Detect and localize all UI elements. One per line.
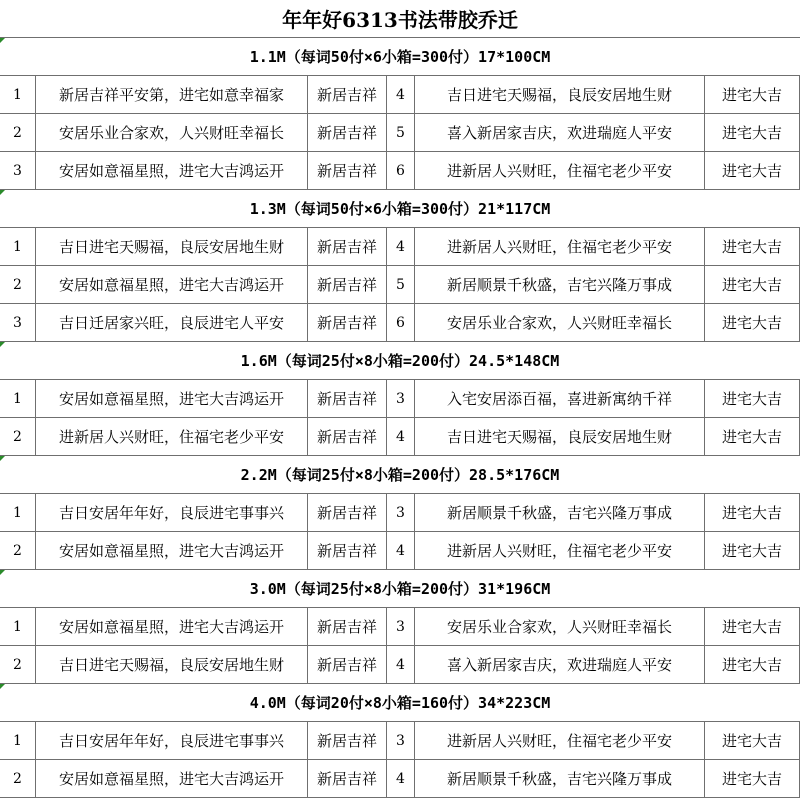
row-number-left[interactable]: 1	[13, 504, 22, 521]
row-number-left[interactable]: 3	[13, 162, 22, 179]
couplet-right[interactable]: 进新居人兴财旺，住福宅老少平安	[414, 722, 704, 759]
row-number-right[interactable]: 4	[386, 76, 414, 113]
horizontal-scroll-right[interactable]: 进宅大吉	[704, 722, 800, 759]
couplet-left[interactable]: 吉日迁居家兴旺，良辰进宅人平安	[35, 304, 307, 341]
table-row	[0, 494, 800, 532]
row-number-right[interactable]: 4	[386, 646, 414, 683]
couplet-left[interactable]: 安居乐业合家欢，人兴财旺幸福长	[35, 114, 307, 151]
couplet-left[interactable]: 安居如意福星照，进宅大吉鸿运开	[35, 380, 307, 417]
row-number-right[interactable]: 6	[386, 304, 414, 341]
row-number-left[interactable]: 1	[13, 618, 22, 635]
row-number-left[interactable]: 1	[13, 86, 22, 103]
couplet-right[interactable]: 新居顺景千秋盛，吉宅兴隆万事成	[414, 760, 704, 797]
row-number-right[interactable]: 6	[386, 152, 414, 189]
row-number-right[interactable]: 5	[386, 114, 414, 151]
row-number-left[interactable]: 1	[13, 390, 22, 407]
section-header: 1.6M（每词25付×8小箱=200付）24.5*148CM	[0, 342, 800, 380]
section-header: 1.3M（每词50付×6小箱=300付）21*117CM	[0, 190, 800, 228]
horizontal-scroll-right[interactable]: 进宅大吉	[704, 646, 800, 683]
row-number-left[interactable]: 2	[13, 656, 22, 673]
couplet-right[interactable]: 进新居人兴财旺，住福宅老少平安	[414, 152, 704, 189]
table-row	[0, 76, 800, 114]
horizontal-scroll-left[interactable]: 新居吉祥	[307, 76, 386, 113]
row-number-right[interactable]: 4	[386, 228, 414, 265]
couplet-right[interactable]: 新居顺景千秋盛，吉宅兴隆万事成	[414, 494, 704, 531]
horizontal-scroll-left[interactable]: 新居吉祥	[307, 114, 386, 151]
row-number-right[interactable]: 3	[386, 722, 414, 759]
row-number-left[interactable]: 1	[13, 238, 22, 255]
horizontal-scroll-right[interactable]: 进宅大吉	[704, 114, 800, 151]
table-row	[0, 228, 800, 266]
sheet-title: 年年好6313书法带胶乔迁	[0, 0, 800, 38]
row-number-left[interactable]: 2	[13, 770, 22, 787]
row-number-right[interactable]: 4	[386, 418, 414, 455]
row-number-right[interactable]: 5	[386, 266, 414, 303]
section-header: 1.1M（每词50付×6小箱=300付）17*100CM	[0, 38, 800, 76]
couplet-left[interactable]: 吉日进宅天赐福，良辰安居地生财	[35, 228, 307, 265]
couplet-left[interactable]: 安居如意福星照，进宅大吉鸿运开	[35, 266, 307, 303]
horizontal-scroll-left[interactable]: 新居吉祥	[307, 646, 386, 683]
row-number-left[interactable]: 1	[13, 732, 22, 749]
table-row	[0, 722, 800, 760]
horizontal-scroll-right[interactable]: 进宅大吉	[704, 532, 800, 569]
horizontal-scroll-left[interactable]: 新居吉祥	[307, 532, 386, 569]
row-number-left[interactable]: 2	[13, 428, 22, 445]
couplet-left[interactable]: 安居如意福星照，进宅大吉鸿运开	[35, 760, 307, 797]
horizontal-scroll-left[interactable]: 新居吉祥	[307, 228, 386, 265]
horizontal-scroll-right[interactable]: 进宅大吉	[704, 380, 800, 417]
couplet-left[interactable]: 安居如意福星照，进宅大吉鸿运开	[35, 532, 307, 569]
horizontal-scroll-right[interactable]: 进宅大吉	[704, 760, 800, 797]
row-number-left[interactable]: 2	[13, 542, 22, 559]
horizontal-scroll-right[interactable]: 进宅大吉	[704, 76, 800, 113]
couplet-right[interactable]: 吉日进宅天赐福，良辰安居地生财	[414, 76, 704, 113]
couplet-right[interactable]: 喜入新居家吉庆，欢进瑞庭人平安	[414, 114, 704, 151]
horizontal-scroll-right[interactable]: 进宅大吉	[704, 608, 800, 645]
couplet-right[interactable]: 进新居人兴财旺，住福宅老少平安	[414, 532, 704, 569]
couplet-right[interactable]: 新居顺景千秋盛，吉宅兴隆万事成	[414, 266, 704, 303]
table-row	[0, 646, 800, 684]
horizontal-scroll-left[interactable]: 新居吉祥	[307, 418, 386, 455]
couplet-right[interactable]: 安居乐业合家欢，人兴财旺幸福长	[414, 304, 704, 341]
table-row	[0, 608, 800, 646]
couplet-right[interactable]: 入宅安居添百福，喜进新寓纳千祥	[414, 380, 704, 417]
couplet-left[interactable]: 吉日安居年年好，良辰进宅事事兴	[35, 494, 307, 531]
row-number-right[interactable]: 4	[386, 532, 414, 569]
horizontal-scroll-right[interactable]: 进宅大吉	[704, 304, 800, 341]
table-row	[0, 114, 800, 152]
table-row	[0, 418, 800, 456]
couplet-left[interactable]: 新居吉祥平安第，进宅如意幸福家	[35, 76, 307, 113]
row-number-right[interactable]: 3	[386, 380, 414, 417]
table-row	[0, 152, 800, 190]
table-row	[0, 380, 800, 418]
section-header: 3.0M（每词25付×8小箱=200付）31*196CM	[0, 570, 800, 608]
couplet-right[interactable]: 喜入新居家吉庆，欢进瑞庭人平安	[414, 646, 704, 683]
couplet-left[interactable]: 安居如意福星照，进宅大吉鸿运开	[35, 152, 307, 189]
horizontal-scroll-left[interactable]: 新居吉祥	[307, 266, 386, 303]
couplet-left[interactable]: 进新居人兴财旺，住福宅老少平安	[35, 418, 307, 455]
row-number-left[interactable]: 3	[13, 314, 22, 331]
horizontal-scroll-right[interactable]: 进宅大吉	[704, 228, 800, 265]
table-row	[0, 760, 800, 798]
couplet-left[interactable]: 安居如意福星照，进宅大吉鸿运开	[35, 608, 307, 645]
horizontal-scroll-right[interactable]: 进宅大吉	[704, 266, 800, 303]
row-number-left[interactable]: 2	[13, 276, 22, 293]
horizontal-scroll-right[interactable]: 进宅大吉	[704, 418, 800, 455]
horizontal-scroll-left[interactable]: 新居吉祥	[307, 304, 386, 341]
couplet-left[interactable]: 吉日进宅天赐福，良辰安居地生财	[35, 646, 307, 683]
couplet-right[interactable]: 安居乐业合家欢，人兴财旺幸福长	[414, 608, 704, 645]
horizontal-scroll-right[interactable]: 进宅大吉	[704, 152, 800, 189]
horizontal-scroll-left[interactable]: 新居吉祥	[307, 608, 386, 645]
section-header: 2.2M（每词25付×8小箱=200付）28.5*176CM	[0, 456, 800, 494]
couplet-right[interactable]: 吉日进宅天赐福，良辰安居地生财	[414, 418, 704, 455]
row-number-left[interactable]: 2	[13, 124, 22, 141]
section-header: 4.0M（每词20付×8小箱=160付）34*223CM	[0, 684, 800, 722]
couplet-right[interactable]: 进新居人兴财旺，住福宅老少平安	[414, 228, 704, 265]
row-number-right[interactable]: 3	[386, 608, 414, 645]
row-number-right[interactable]: 3	[386, 494, 414, 531]
horizontal-scroll-left[interactable]: 新居吉祥	[307, 152, 386, 189]
table-row	[0, 304, 800, 342]
horizontal-scroll-left[interactable]: 新居吉祥	[307, 494, 386, 531]
row-number-right[interactable]: 4	[386, 760, 414, 797]
horizontal-scroll-left[interactable]: 新居吉祥	[307, 380, 386, 417]
table-row	[0, 532, 800, 570]
couplet-left[interactable]: 吉日安居年年好，良辰进宅事事兴	[35, 722, 307, 759]
horizontal-scroll-left[interactable]: 新居吉祥	[307, 760, 386, 797]
table-row	[0, 266, 800, 304]
horizontal-scroll-right[interactable]: 进宅大吉	[704, 494, 800, 531]
horizontal-scroll-left[interactable]: 新居吉祥	[307, 722, 386, 759]
